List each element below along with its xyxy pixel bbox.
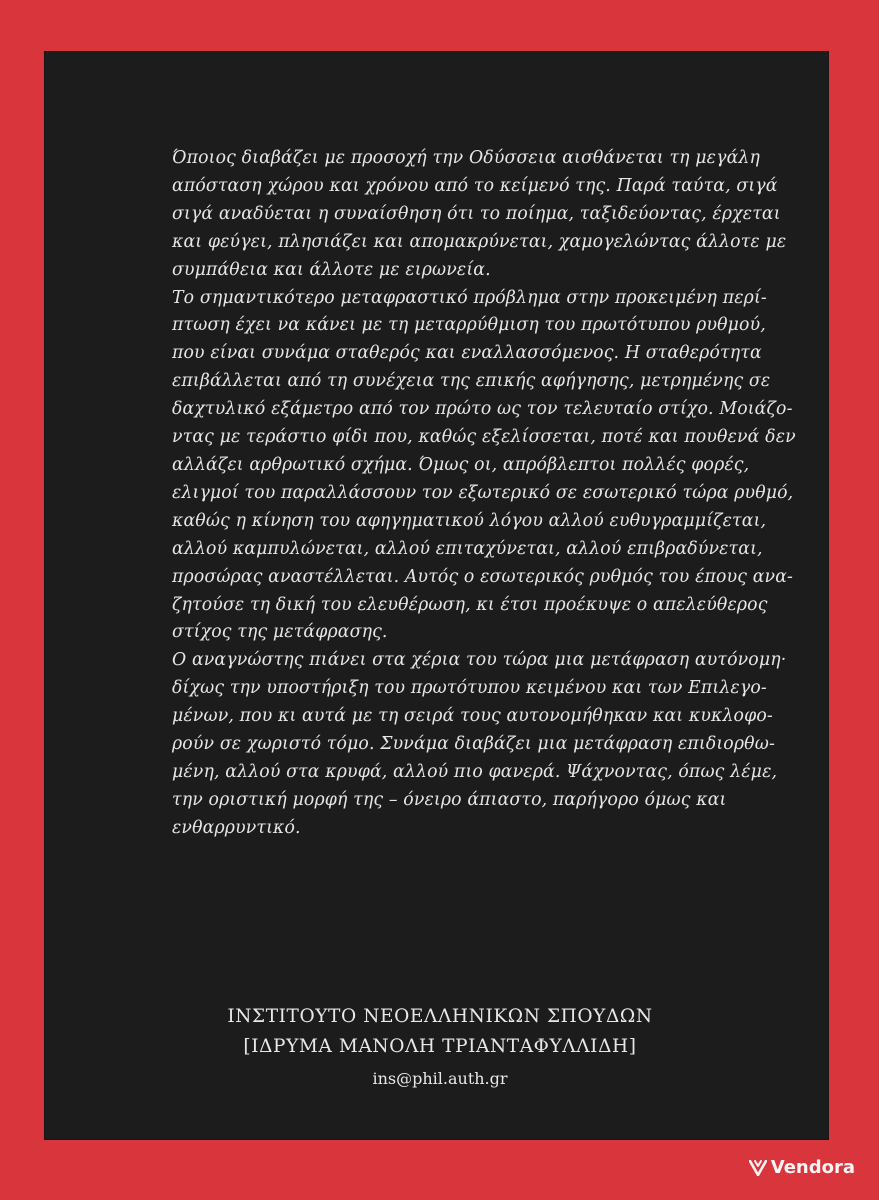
vendora-logo-icon [749,1160,767,1176]
blurb-line: επιβάλλεται από τη συνέχεια της επικής αφήγησης, μετρημένης σε [172,371,771,392]
blurb-line: δίχως την υποστήριξη του πρωτότυπου κειμένου και των Επιλεγο- [172,678,767,699]
vendora-watermark-text: Vendora [770,1157,855,1178]
publisher-foundation: [ΙΔΡΥΜΑ ΜΑΝΟΛΗ ΤΡΙΑΝΤΑΦΥΛΛΙΔΗ] [243,1036,637,1057]
blurb-line: ελιγμοί του παραλλάσσουν τον εξωτερικό σε εσωτερικό τώρα ρυθμό, [172,482,794,503]
blurb-line: Ο αναγνώστης πιάνει στα χέρια του τώρα μια μετάφραση αυτόνομη· [172,650,787,671]
blurb-line: ζητούσε τη δική του ελευθέρωση, κι έτσι προέκυψε ο απελεύθερος [172,594,768,615]
vendora-watermark [749,1157,855,1178]
blurb-line: και φεύγει, πλησιάζει και απομακρύνεται, χαμογελώντας άλλοτε με [172,231,787,252]
publisher-name: ΙΝΣΤΙΤΟΥΤΟ ΝΕΟΕΛΛΗΝΙΚΩΝ ΣΠΟΥΔΩΝ [227,1006,653,1027]
blurb-line: μένη, αλλού στα κρυφά, αλλού πιο φανερά. Ψάχνοντας, όπως λέμε, [172,761,778,782]
blurb-line: πτωση έχει να κάνει με τη μεταρρύθμιση του πρωτότυπου ρυθμού, [172,315,766,336]
blurb-line: ντας με τεράστιο φίδι που, καθώς εξελίσσεται, ποτέ και πουθενά δεν [172,427,796,448]
back-cover-blurb [172,145,796,843]
publisher-block [140,1002,740,1094]
blurb-line: ρούν σε χωριστό τόμο. Συνάμα διαβάζει μια μετάφραση επιδιορθω- [172,734,775,755]
blurb-line: ενθαρρυντικό. [172,817,301,838]
blurb-line: δαχτυλικό εξάμετρο από τον πρώτο ως τον τελευταίο στίχο. Μοιάζο- [172,399,793,420]
blurb-line: συμπάθεια και άλλοτε με ειρωνεία. [172,259,491,280]
blurb-line: καθώς η κίνηση του αφηγηματικού λόγου αλλού ευθυγραμμίζεται, [172,510,767,531]
blurb-line: μένων, που κι αυτά με τη σειρά τους αυτονομήθηκαν και κυκλοφο- [172,706,773,727]
blurb-line: αλλού καμπυλώνεται, αλλού επιταχύνεται, αλλού επιβραδύνεται, [172,538,763,559]
blurb-line: σιγά αναδύεται η συναίσθηση ότι το ποίημα, ταξιδεύοντας, έρχεται [172,203,781,224]
blurb-line: Το σημαντικότερο μεταφραστικό πρόβλημα στην προκειμένη περί- [172,287,767,308]
blurb-line: αλλάζει αρθρωτικό σχήμα. Όμως οι, απρόβλεπτοι πολλές φορές, [172,454,750,475]
blurb-line: που είναι συνάμα σταθερός και εναλλασσόμενος. Η σταθερότητα [172,343,762,364]
blurb-line: στίχος της μετάφρασης. [172,622,388,643]
blurb-line: προσώρας αναστέλλεται. Αυτός ο εσωτερικός ρυθμός του έπους ανα- [172,566,794,587]
blurb-line: την οριστική μορφή της – όνειρο άπιαστο, παρήγορο όμως και [172,789,727,810]
blurb-line: Όποιος διαβάζει με προσοχή την Οδύσσεια αισθάνεται τη μεγάλη [172,148,761,168]
blurb-line: απόσταση χώρου και χρόνου από το κείμενό της. Παρά ταύτα, σιγά [172,175,778,196]
publisher-email: ins@phil.auth.gr [372,1069,508,1088]
